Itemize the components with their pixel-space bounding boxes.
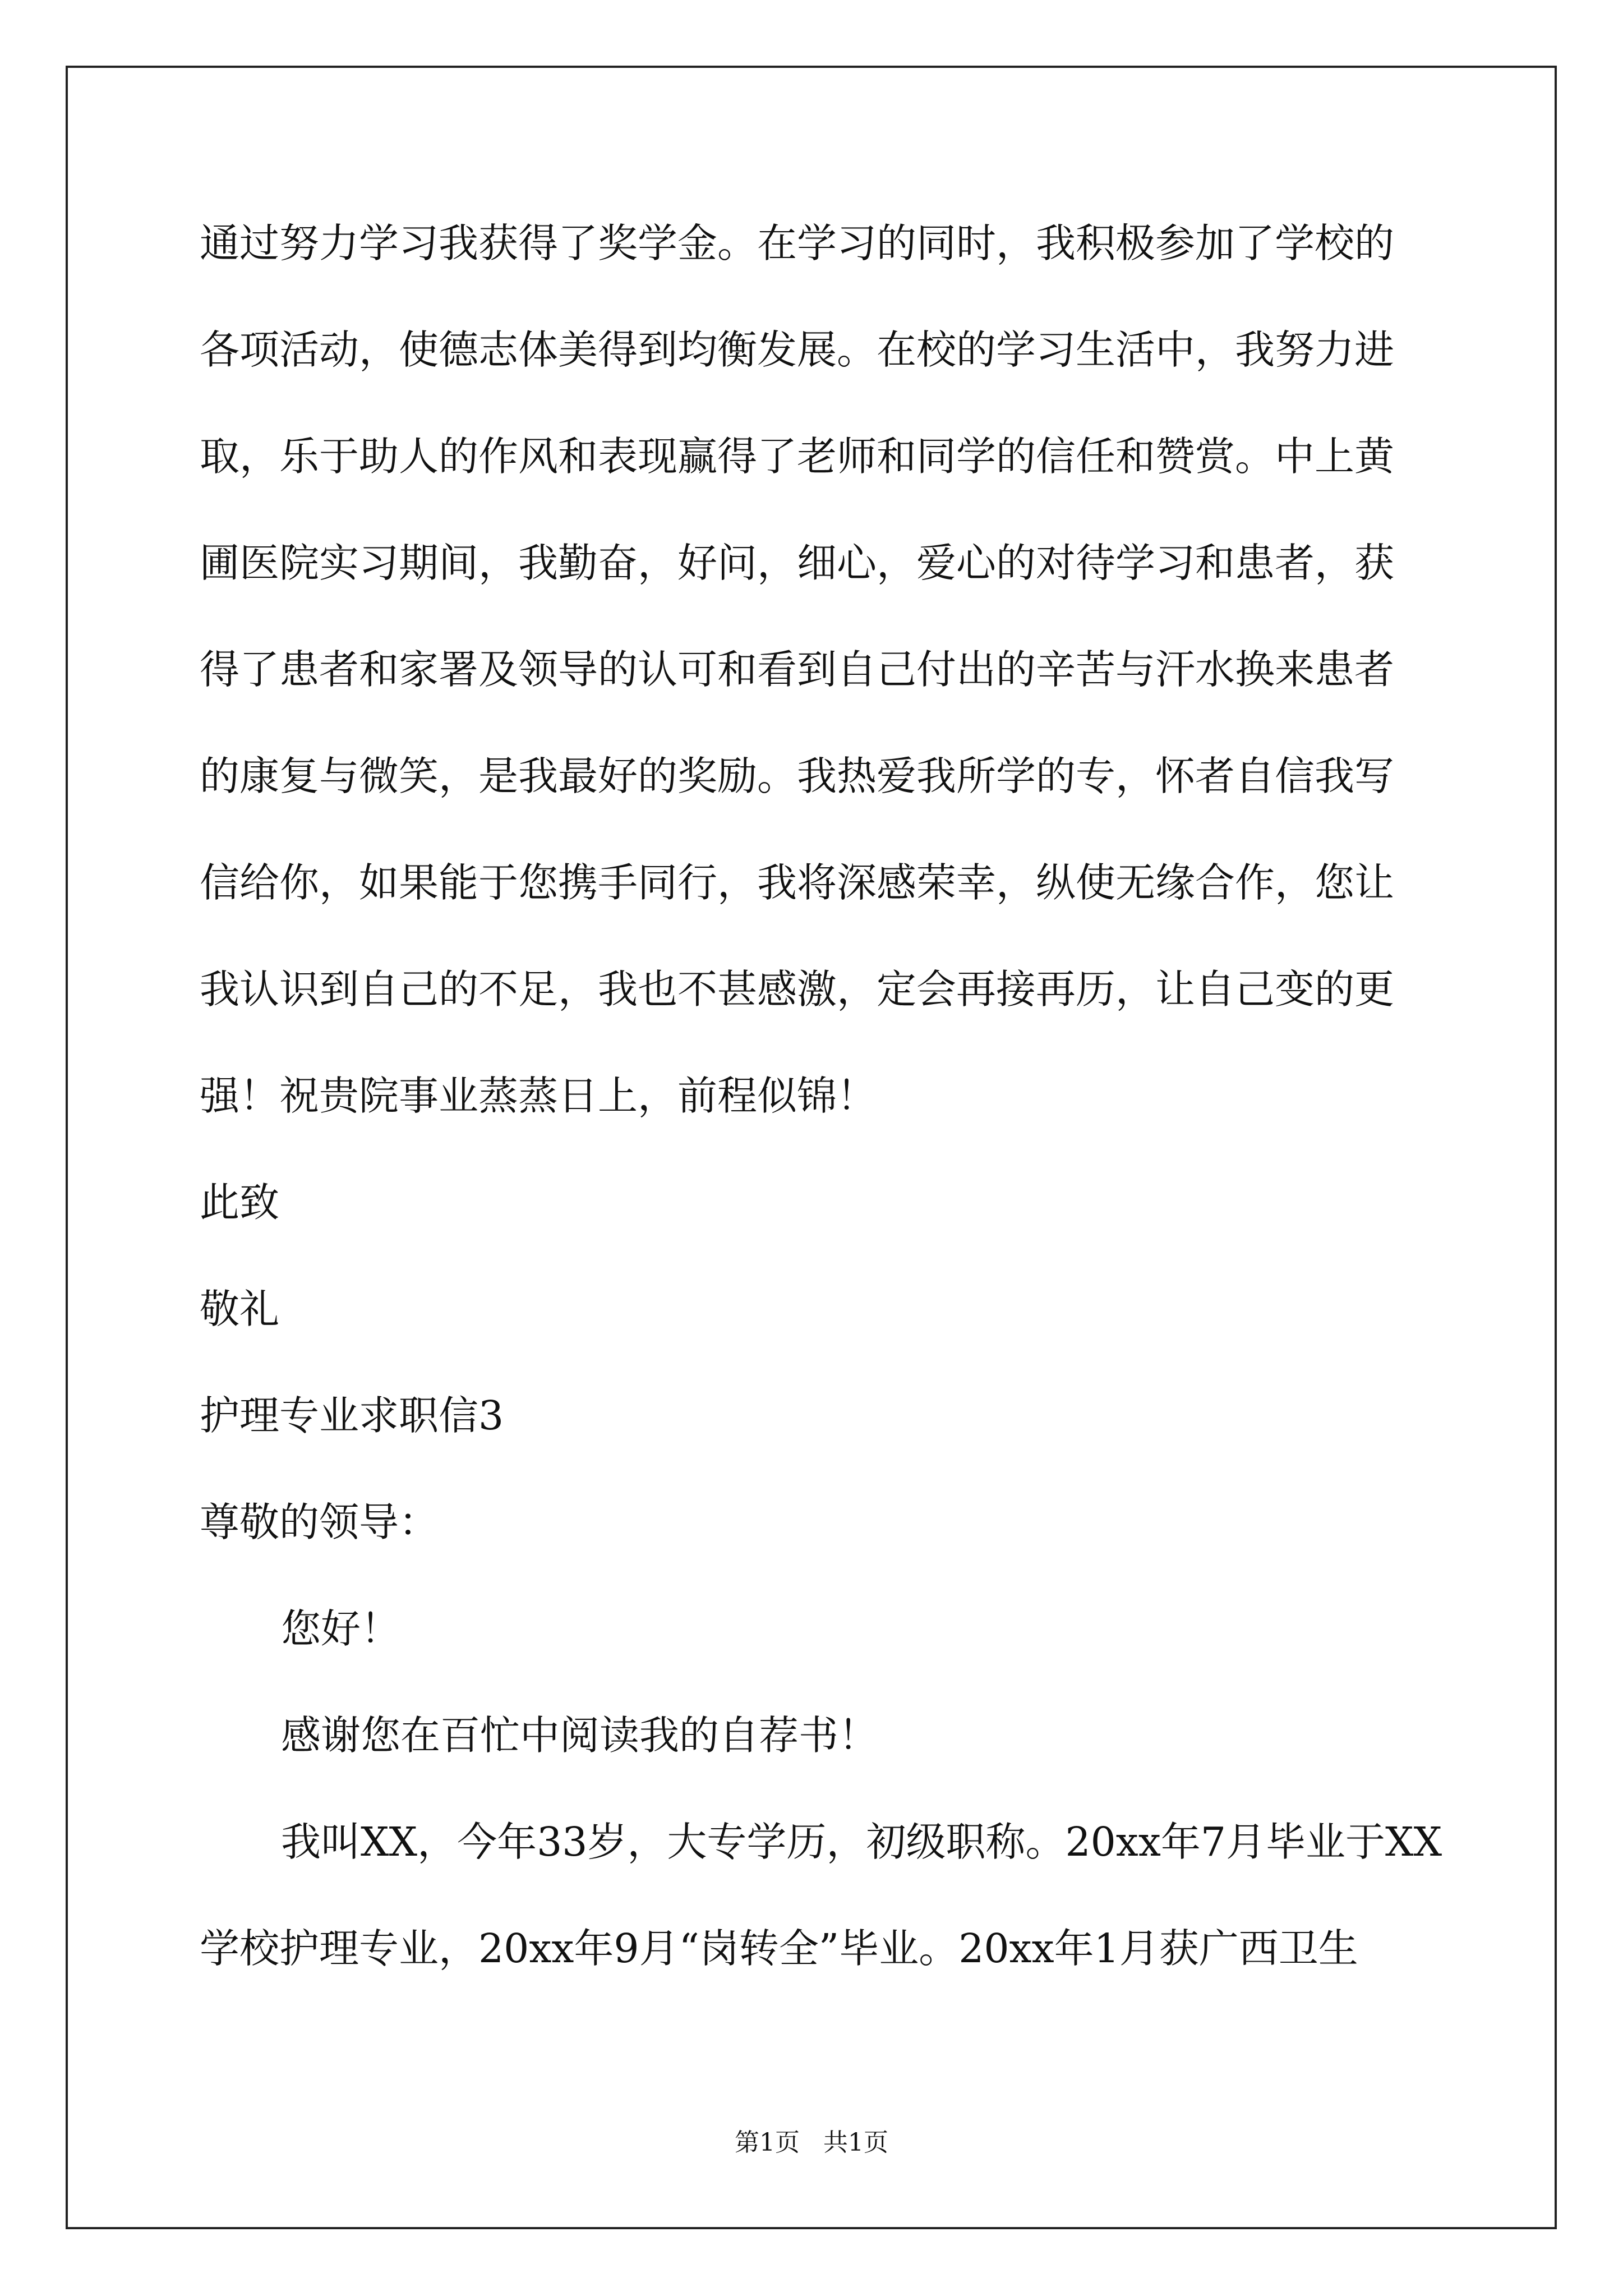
- page-border: [66, 66, 1557, 2229]
- section-heading: 护理专业求职信3: [200, 1392, 504, 1439]
- body-line: 我认识到自己的不足，我也不甚感激，定会再接再历，让自己变的更: [200, 966, 1395, 1013]
- body-line: 取，乐于助人的作风和表现赢得了老师和同学的信任和赞赏。中上黄: [200, 433, 1395, 480]
- body-line: 信给你，如果能于您携手同行，我将深感荣幸，纵使无缘合作，您让: [200, 859, 1395, 906]
- body-line: 各项活动，使德志体美得到均衡发展。在校的学习生活中，我努力进: [200, 326, 1395, 373]
- body-line: 圃医院实习期间，我勤奋，好问，细心，爱心的对待学习和患者，获: [200, 540, 1395, 586]
- body-line: 学校护理专业，20xx年9月“岗转全”毕业。20xx年1月获广西卫生: [200, 1925, 1358, 1972]
- greeting-line: 尊敬的领导：: [200, 1499, 439, 1545]
- body-line: 通过努力学习我获得了奖学金。在学习的同时，我积极参加了学校的: [200, 220, 1395, 266]
- salutation-line: 敬礼: [200, 1286, 280, 1332]
- body-line: 的康复与微笑，是我最好的奖励。我热爱我所学的专，怀者自信我写: [200, 753, 1395, 799]
- body-line: 您好！: [281, 1605, 401, 1652]
- body-line: 强！祝贵院事业蒸蒸日上，前程似锦！: [200, 1073, 877, 1119]
- page-footer: 第1页 共1页: [735, 2128, 888, 2157]
- body-line: 感谢您在百忙中阅读我的自荐书！: [281, 1712, 879, 1759]
- closing-line: 此致: [200, 1179, 280, 1226]
- body-line: 得了患者和家署及领导的认可和看到自己付出的辛苦与汗水换来患者: [200, 646, 1395, 693]
- body-line: 我叫XX，今年33岁，大专学历，初级职称。20xx年7月毕业于XX: [281, 1819, 1442, 1865]
